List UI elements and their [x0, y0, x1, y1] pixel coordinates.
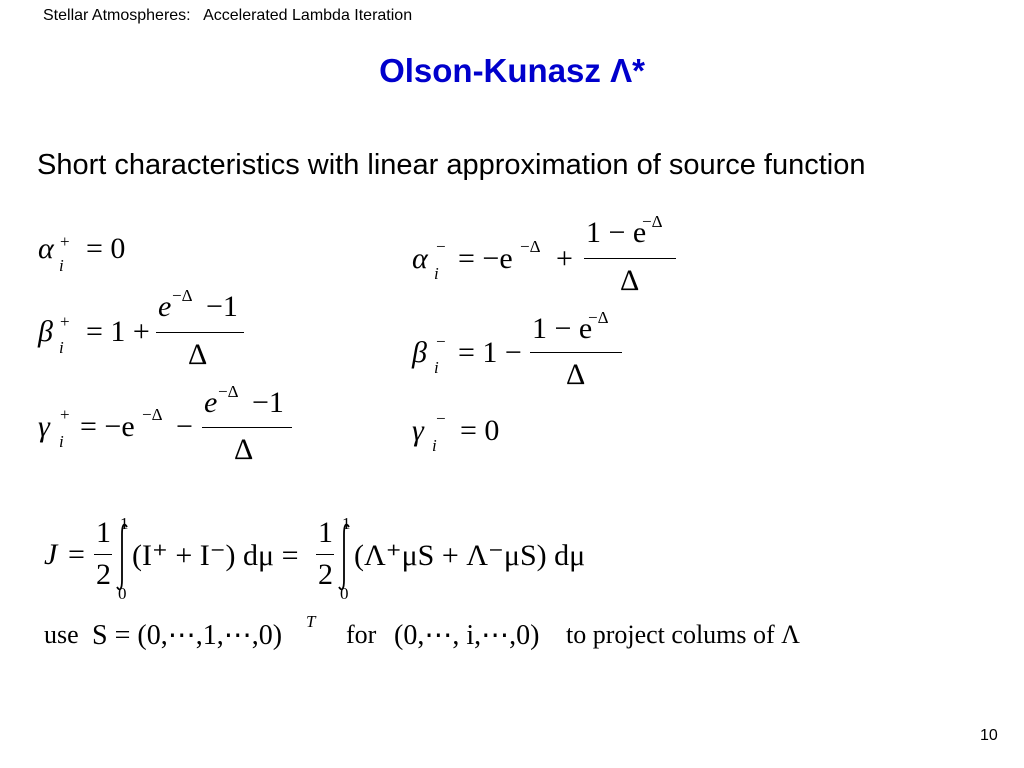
fraction-bar — [94, 554, 112, 555]
lower-limit: 0 — [340, 584, 349, 603]
half-denominator: 2 — [96, 558, 111, 591]
superscript-plus: + — [60, 232, 70, 251]
beta-symbol: β — [38, 315, 53, 348]
equals-zero: = 0 — [86, 232, 126, 265]
numerator-minus-one: −1 — [206, 290, 238, 323]
gamma-symbol: γ — [412, 414, 424, 447]
superscript-minus: − — [436, 237, 446, 256]
equals-neg-e: = −e — [458, 242, 513, 275]
numerator-one-minus-e: 1 − e — [586, 216, 647, 249]
subscript-i: i — [432, 436, 437, 455]
plus-sign: + — [556, 242, 573, 275]
numerator-e: e — [158, 290, 172, 323]
denominator-delta: Δ — [620, 264, 640, 297]
denominator-delta: Δ — [566, 358, 586, 391]
subscript-i: i — [59, 338, 64, 357]
transpose-superscript: T — [306, 612, 316, 631]
integrand-left: (I⁺ + I⁻) dμ = — [132, 539, 299, 572]
equals-sign: = — [68, 538, 85, 571]
fraction-bar — [316, 554, 334, 555]
half-denominator: 2 — [318, 558, 333, 591]
superscript-plus: + — [60, 312, 70, 331]
use-text: use — [44, 620, 79, 649]
slide-subtitle: Short characteristics with linear approximation of source function — [37, 149, 866, 181]
equals-neg-e: = −e — [80, 410, 135, 443]
projection-text: to project colums of Λ — [566, 620, 801, 649]
denominator-delta: Δ — [234, 433, 254, 466]
alpha-symbol: α — [412, 242, 428, 275]
exponent-neg-delta: −Δ — [218, 382, 239, 401]
numerator-e: e — [204, 386, 218, 419]
integrand-right: (Λ⁺μS + Λ⁻μS) dμ — [354, 539, 586, 572]
equals-zero: = 0 — [460, 414, 500, 447]
exponent-neg-delta: −Δ — [142, 405, 163, 424]
exponent-neg-delta: −Δ — [642, 212, 663, 231]
numerator-one-minus-e: 1 − e — [532, 312, 593, 345]
exponent-neg-delta: −Δ — [588, 308, 609, 327]
minus-sign: − — [176, 410, 193, 443]
numerator-minus-one: −1 — [252, 386, 284, 419]
fraction-bar — [156, 332, 244, 333]
upper-limit: 1 — [342, 514, 351, 533]
exponent-neg-delta: −Δ — [520, 237, 541, 256]
superscript-plus: + — [60, 405, 70, 424]
gamma-symbol: γ — [38, 410, 50, 443]
denominator-delta: Δ — [188, 338, 208, 371]
half-numerator: 1 — [96, 516, 111, 549]
equals-one-minus: = 1 − — [458, 336, 522, 369]
exponent-neg-delta: −Δ — [172, 286, 193, 305]
upper-limit: 1 — [120, 514, 129, 533]
subscript-i: i — [434, 358, 439, 377]
source-vector: S = (0,⋯,1,⋯,0) — [92, 620, 283, 651]
index-tuple: (0,⋯, i,⋯,0) — [394, 620, 540, 651]
superscript-minus: − — [436, 409, 446, 428]
fraction-bar — [584, 258, 676, 259]
lower-limit: 0 — [118, 584, 127, 603]
page-number: 10 — [980, 727, 998, 744]
superscript-minus: − — [436, 332, 446, 351]
slide-header: Stellar Atmospheres: Accelerated Lambda Iteration — [43, 7, 413, 24]
fraction-bar — [202, 427, 292, 428]
half-numerator: 1 — [318, 516, 333, 549]
subscript-i: i — [59, 432, 64, 451]
for-text: for — [346, 620, 377, 649]
beta-symbol: β — [412, 336, 427, 369]
fraction-bar — [530, 352, 622, 353]
J-symbol: J — [44, 538, 58, 571]
subscript-i: i — [434, 264, 439, 283]
slide-title: Olson-Kunasz Λ* — [379, 52, 645, 89]
equals-one-plus: = 1 + — [86, 315, 150, 348]
alpha-symbol: α — [38, 232, 54, 265]
subscript-i: i — [59, 256, 64, 275]
